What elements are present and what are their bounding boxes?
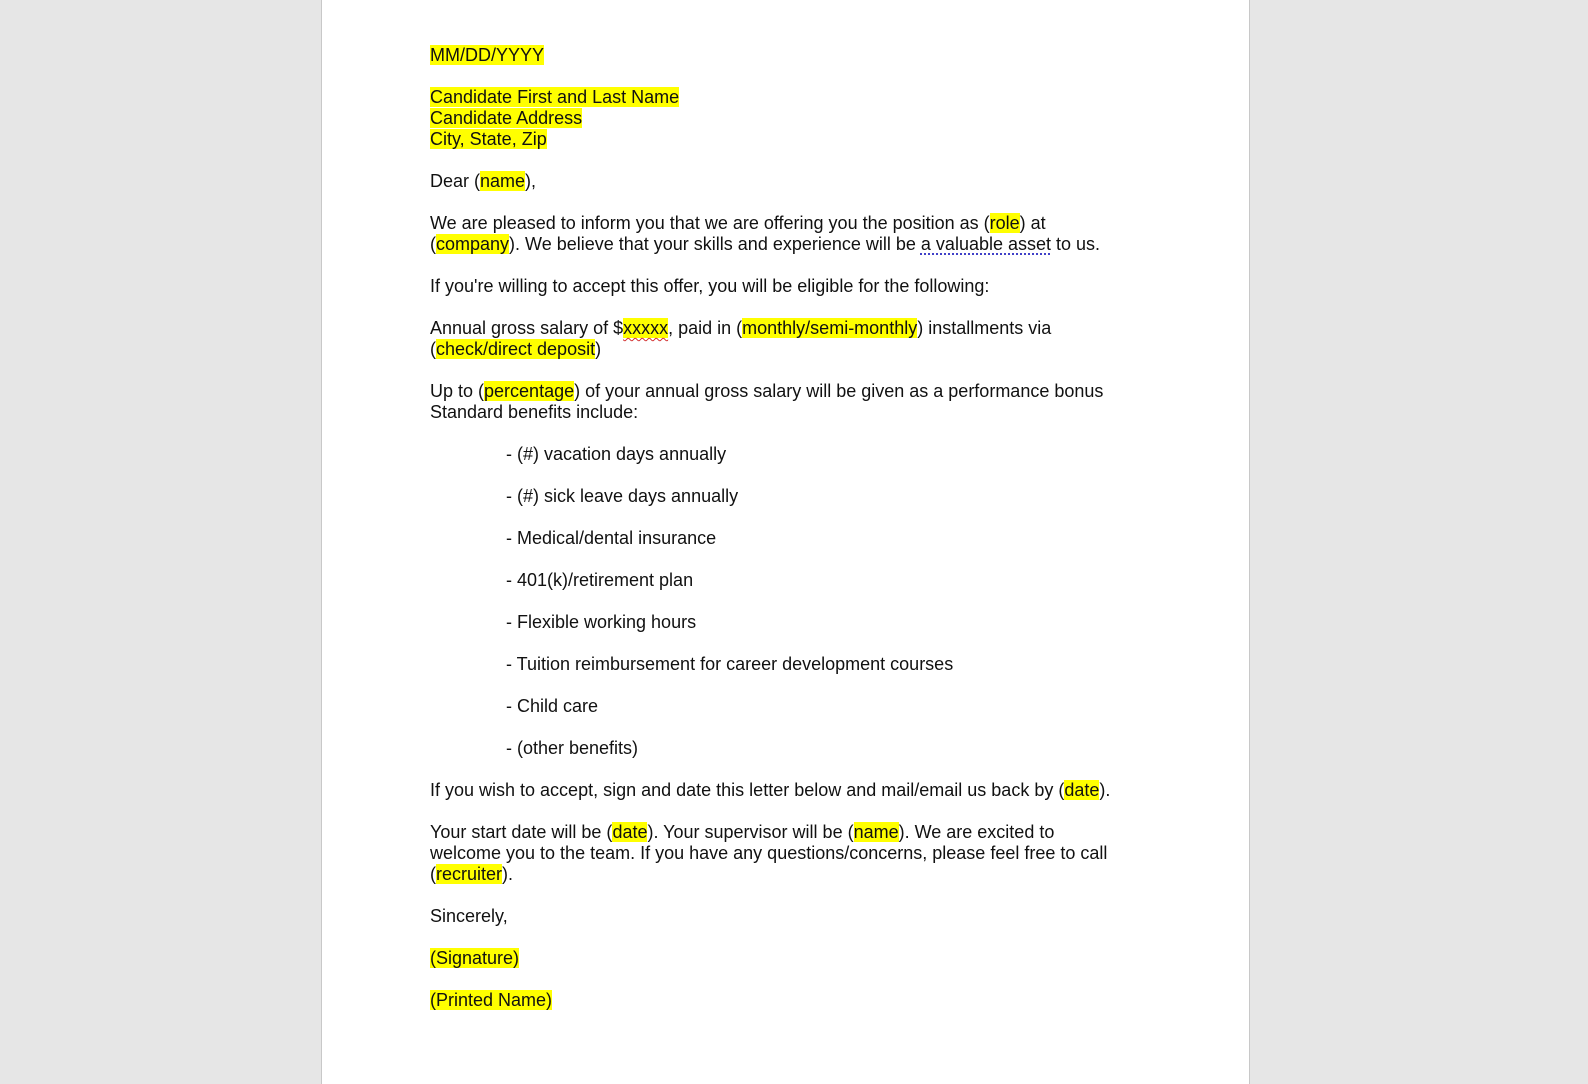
- document-page: [321, 0, 1250, 1084]
- benefit-item: - (#) sick leave days annually: [506, 486, 739, 506]
- eligibility-paragraph: If you're willing to accept this offer, you will be eligible for the following:: [430, 276, 990, 296]
- recruiter-placeholder: recruiter: [436, 864, 503, 884]
- role-placeholder: role: [989, 213, 1020, 233]
- intro-text-2: ) at: [1019, 213, 1046, 233]
- start-text-2: ). Your supervisor will be (: [647, 822, 854, 842]
- date-line: [430, 45, 1150, 66]
- start-date-paragraph: [430, 822, 1150, 885]
- reply-date-placeholder: date: [1064, 780, 1100, 800]
- grammar-flagged-phrase[interactable]: a valuable asset: [920, 234, 1052, 254]
- company-placeholder: company: [436, 234, 510, 254]
- bonus-text-2: ) of your annual gross salary will be given as a performance bonus: [574, 381, 1104, 401]
- start-text-3: ). We are excited to: [898, 822, 1055, 842]
- salary-text-1: Annual gross salary of $: [430, 318, 624, 338]
- recipient-city-state-zip: City, State, Zip: [430, 129, 547, 149]
- salary-text-2: , paid in (: [668, 318, 743, 338]
- recipient-address: Candidate Address: [430, 108, 583, 128]
- benefit-item: - (#) vacation days annually: [506, 444, 727, 464]
- start-text-6: ).: [502, 864, 514, 884]
- intro-text-3: (: [430, 234, 436, 254]
- letter-body[interactable]: [430, 45, 1150, 1032]
- salutation-name-placeholder: name: [480, 171, 526, 191]
- payment-method-placeholder: check/direct deposit: [436, 339, 596, 359]
- acceptance-paragraph: [430, 780, 1150, 801]
- benefit-item: - Flexible working hours: [506, 612, 697, 632]
- printed-name-line: [430, 990, 1150, 1011]
- percentage-placeholder: percentage: [484, 381, 575, 401]
- benefits-intro: Standard benefits include:: [430, 402, 639, 422]
- recipient-name: Candidate First and Last Name: [430, 87, 680, 107]
- benefits-list: [430, 444, 1150, 759]
- salary-amount-placeholder[interactable]: xxxxx: [623, 318, 669, 338]
- salary-text-5: ): [595, 339, 602, 359]
- signature-placeholder: (Signature): [430, 948, 520, 968]
- benefit-item: - Child care: [506, 696, 599, 716]
- salary-text-4: (: [430, 339, 436, 359]
- benefit-item: - Medical/dental insurance: [506, 528, 717, 548]
- pay-schedule-placeholder: monthly/semi-monthly: [742, 318, 918, 338]
- start-date-placeholder: date: [612, 822, 648, 842]
- salutation-prefix: Dear (: [430, 171, 481, 191]
- bonus-paragraph: [430, 381, 1150, 423]
- start-text-1: Your start date will be (: [430, 822, 613, 842]
- recipient-block: [430, 87, 1150, 150]
- salary-paragraph: [430, 318, 1150, 360]
- benefit-item: - 401(k)/retirement plan: [506, 570, 694, 590]
- salutation: [430, 171, 1150, 192]
- salary-text-3: ) installments via: [917, 318, 1052, 338]
- benefit-item: - Tuition reimbursement for career development courses: [506, 654, 954, 674]
- intro-text-4: ). We believe that your skills and experience will be: [509, 234, 921, 254]
- bonus-text-1: Up to (: [430, 381, 485, 401]
- start-text-4: welcome you to the team. If you have any questions/concerns, please feel free to call: [430, 843, 1108, 863]
- printed-name-placeholder: (Printed Name): [430, 990, 553, 1010]
- benefit-item: - (other benefits): [506, 738, 639, 758]
- accept-text-2: ).: [1099, 780, 1111, 800]
- intro-text-5: to us.: [1051, 234, 1101, 254]
- intro-paragraph: [430, 213, 1150, 255]
- supervisor-name-placeholder: name: [853, 822, 899, 842]
- signature-line: [430, 948, 1150, 969]
- salutation-suffix: ),: [525, 171, 537, 191]
- date-placeholder: MM/DD/YYYY: [430, 45, 545, 65]
- closing: Sincerely,: [430, 906, 508, 926]
- accept-text-1: If you wish to accept, sign and date this letter below and mail/email us back by (: [430, 780, 1065, 800]
- intro-text-1: We are pleased to inform you that we are offering you the position as (: [430, 213, 990, 233]
- start-text-5: (: [430, 864, 436, 884]
